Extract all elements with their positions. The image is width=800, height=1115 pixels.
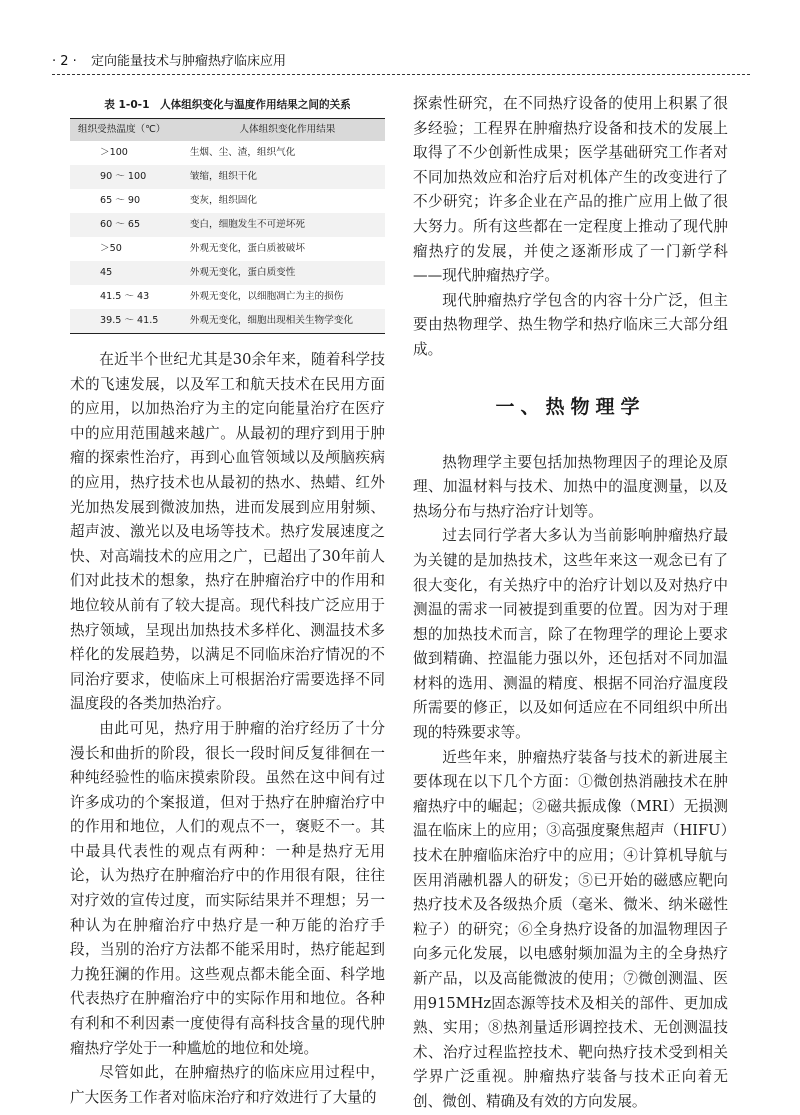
section-heading: 一、热物理学 [495,395,646,418]
table-cell-temperature: 39.5 ～ 41.5 [70,309,186,334]
table-cell-temperature: 41.5 ～ 43 [100,291,150,302]
page-number: · 2 · [52,54,77,69]
table-header-effect: 人体组织变化作用结果 [186,119,385,142]
table-header-row [70,119,385,142]
table-row [70,237,385,261]
header-divider [52,74,750,75]
table-row [70,309,385,334]
table-cell-effect: 皱缩，组织干化 [186,165,385,189]
table-row [70,261,385,285]
table-cell-effect: 外观无变化，细胞出现相关生物学变化 [186,309,385,334]
page-header [52,50,752,69]
table-cell-effect: 变灰，组织固化 [189,195,257,206]
table-cell-temperature: 90 ～ 100 [70,165,186,189]
body-paragraph: 由此可见，热疗用于肿瘤的治疗经历了十分漫长和曲折的阶段，很长一段时间反复徘徊在一种纯经验性的临床摸索阶段。虽然在这中间有过许多成功的个案报道，但对于热疗在肿瘤治疗中的作用和地位，人们的观点不一，褒贬不一。其中最具代表性的观点有两种：一种是热疗无用论，认为热疗在肿瘤治疗中的作用很有限，往往对疗效的宣传过度，而实际结果并不理想；另一种认为在肿瘤治疗中热疗是一种万能的治疗手段，当别的治疗方法都不能采用时，热疗能起到力挽狂澜的作用。这些观点都未能全面、科学地代表热疗在肿瘤治疗中的实际作用和地位。各种有利和不利因素一度使得有高科技含量的现代肿瘤热疗学处于一种尴尬的地位和处境。 [70,719,385,1057]
table-cell-temperature: ＞100 [100,147,128,158]
table-cell-effect: 生烟、尘、渣，组织气化 [189,147,296,158]
temperature-effects-table [70,118,385,334]
running-title: 定向能量技术与肿瘤热疗临床应用 [90,54,286,69]
table-row [70,165,385,189]
table-row [70,285,385,309]
body-paragraph: 热物理学主要包括加热物理因子的理论及原理、加温材料与技术、加热中的温度测量，以及热场分布与热疗治疗计划等。 [413,453,728,520]
table-cell-effect: 外观无变化，蛋白质变性 [186,261,385,285]
table-row [70,213,385,237]
table-header-temperature: 组织受热温度（℃） [70,119,186,142]
body-paragraph: 探索性研究，在不同热疗设备的使用上积累了很多经验；工程界在肿瘤热疗设备和技术的发展上取得了不少创新性成果；医学基础研究工作者对不同加热效应和治疗后对机体产生的改变进行了不少研究；许多企业在产品的推广应用上做了很大努力。所有这些都在一定程度上推动了现代肿瘤热疗的发展，并使之逐渐形成了一门新学科——现代肿瘤热疗学。 [413,95,728,285]
body-paragraph: 现代肿瘤热疗学包含的内容十分广泛，但主要由热物理学、热生物学和热疗临床三大部分组成。 [413,291,728,358]
table-cell-temperature: 60 ～ 65 [70,213,186,237]
table-caption: 表 1-0-1 人体组织变化与温度作用结果之间的关系 [104,99,351,111]
body-paragraph: 过去同行学者大多认为当前影响肿瘤热疗最为关键的是加热技术，这些年来这一观念已有了很大变化，有关热疗中的治疗计划以及对热疗中测温的需求一同被提到重要的位置。因为对于理想的加热技术而言，除了在物理学的理论上要求做到精确、控温能力强以外，还包括对不同加温材料的选用、测温的精度、根据不同治疗温度段所需要的修正，以及如何适应在不同组织中所出现的特殊要求等。 [413,527,728,742]
body-paragraph: 在近半个世纪尤其是30余年来，随着科学技术的飞速发展，以及军工和航天技术在民用方面的应用，以加热治疗为主的定向能量治疗在医疗中的应用范围越来越广。从最初的理疗到用于肿瘤的探索性治疗，再到心血管领域以及颅脑疾病的应用，热疗技术也从最初的热水、热蜡、红外光加热发展到微波加热，进而发展到应用射频、超声波、激光以及电场等技术。热疗发展速度之快、对高端技术的应用之广，已超出了30年前人们对此技术的想象，热疗在肿瘤治疗中的作用和地位较从前有了较大提高。现代科技广泛应用于热疗领域，呈现出加热技术多样化、测温技术多样化的发展趋势，以满足不同临床治疗情况的不同治疗要求，使临床上可根据治疗需要选择不同温度段的各类加热治疗。 [70,351,385,713]
table-cell-effect: 外观无变化，以细胞凋亡为主的损伤 [189,291,344,302]
left-column [70,92,385,1110]
body-paragraph: 尽管如此，在肿瘤热疗的临床应用过程中，广大医务工作者对临床治疗和疗效进行了大量的 [70,1064,385,1106]
table-cell-effect: 变白，细胞发生不可逆坏死 [186,213,385,237]
table-row [70,141,385,165]
body-paragraph: 近些年来，肿瘤热疗装备与技术的新进展主要体现在以下几个方面：①微创热消融技术在肿瘤热疗中的崛起；②磁共振成像（MRI）无损测温在临床上的应用；③高强度聚焦超声（HIFU）技术在肿瘤临床治疗中的应用；④计算机导航与医用消融机器人的研发；⑤已开始的磁感应靶向热疗技术及各级热介质（毫米、微米、纳米磁性粒子）的研究；⑥全身热疗设备的加温物理因子向多元化发展，以电感射频加温为主的全身热疗新产品，以及高能微波的使用；⑦微创测温、医用915MHz固态源等技术及相关的部件、更加成熟、实用；⑧热剂量适形调控技术、无创测温技术、治疗过程监控技术、靶向热疗技术受到相关学界广泛重视。肿瘤热疗装备与技术正向着无创、微创、精确及有效的方向发展。 [413,748,728,1110]
table-cell-effect: 外观无变化，蛋白质被破坏 [189,243,305,254]
right-column [413,92,728,1115]
table-cell-temperature: 45 [70,261,186,285]
table-cell-temperature: 65 ～ 90 [100,195,141,206]
table-cell-temperature: ＞50 [100,243,122,254]
table-row [70,189,385,213]
